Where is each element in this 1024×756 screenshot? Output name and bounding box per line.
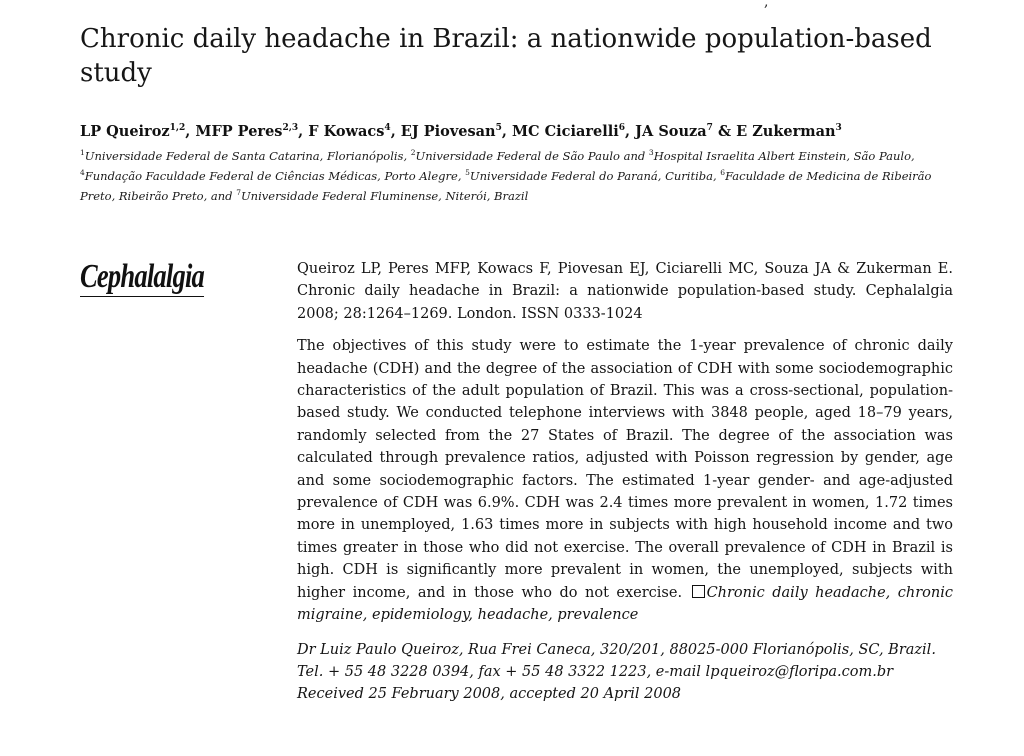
article-title: Chronic daily headache in Brazil: a nationwide population-based study [80,24,932,88]
author-separator: , [390,123,401,140]
author-name: LP Queiroz [80,123,170,140]
author-separator: , [298,123,309,140]
correspondence-text: Dr Luiz Paulo Queiroz, Rua Frei Caneca, 320/201, 88025-000 Florianópolis, SC, Brazil. Tel. + 55 48 3228 0394, fax + 55 48 3322 1223, e-mail lpqueiroz@floripa.com.br Received 25 February 2008, accepted 20 April 2008 [297,641,936,703]
citation-text: Queiroz LP, Peres MFP, Kowacs F, Piovesan EJ, Ciciarelli MC, Souza JA & Zukerman E. Chronic daily headache in Brazil: a nationwide population-based study. Cephalalgia 2008; 28:1264–1269. London. ISSN 0333-1024 [297,261,953,322]
keyword-box-icon [692,585,705,598]
affiliation-marker: 6 [720,168,726,177]
author-name: E Zukerman [736,123,836,140]
author-affiliation-marker: 6 [618,123,626,133]
author-name: F Kowacs [308,123,385,140]
affiliation-text: Universidade Federal do Paraná, Curitiba, [469,169,721,183]
affiliation-marker: 3 [648,148,654,157]
journal-logo: Cephalalgia [80,258,205,295]
author-affiliation-marker: 5 [495,123,502,133]
author-affiliation-marker: 4 [384,123,391,133]
author-separator: , [185,123,196,140]
abstract-block [297,335,953,626]
abstract-text: The objectives of this study were to estimate the 1-year prevalence of chronic daily headache (CDH) and the degree of the association of CDH with some sociodemographic characteristics of the adult population of Brazil. This was a cross-sectional, population-based study. We conducted telephone interviews with 3848 people, aged 18–79 years, randomly selected from the 27 States of Brazil. The degree of the association was calculated through prevalence ratios, adjusted with Poisson regression by gender, age and some sociodemographic factors. The estimated 1-year gender- and age-adjusted prevalence of CDH was 6.9%. CDH was 2.4 times more prevalent in women, 1.72 times more in unemployed, 1.63 times more in subjects with high household income and two times greater in those who did not exercise. The overall prevalence of CDH in Brazil is high. CDH is significantly more prevalent in women, the unemployed, subjects with higher income, and in those who do not exercise. [297,338,953,601]
page-top-mark: , [764,0,769,10]
affiliation-list [80,146,964,206]
author-name: EJ Piovesan [400,123,496,140]
author-name: MC Ciciarelli [511,123,619,140]
affiliation-text: Hospital Israelita Albert Einstein, São Paulo, [653,149,915,163]
affiliation-marker: 1 [80,148,85,157]
affiliation-marker: 5 [465,168,470,177]
author-separator: , [625,123,636,140]
author-name: JA Souza [635,123,707,140]
affiliation-text: Universidade Federal de Santa Catarina, Florianópolis, [84,149,411,163]
author-affiliation-marker: 7 [706,123,713,133]
author-affiliation-marker: 3 [835,123,842,133]
author-affiliation-marker: 2,3 [282,123,299,133]
affiliation-text: Universidade Federal Fluminense, Niterói, Brazil [240,189,529,203]
author-affiliation-marker: 1,2 [169,123,186,133]
keywords-text: Chronic daily headache, chronic migraine, epidemiology, headache, prevalence [297,584,953,624]
affiliation-text: Universidade Federal de São Paulo and [415,149,649,163]
author-list [80,122,960,142]
affiliation-marker: 4 [80,168,85,177]
affiliation-text: Fundação Faculdade Federal de Ciências Médicas, Porto Alegre, [84,169,466,183]
affiliation-text: Faculdade de Medicina de Ribeirão Preto, Ribeirão Preto, and [80,169,932,203]
abstract-column [297,258,953,706]
author-name: MFP Peres [195,123,283,140]
affiliation-marker: 7 [236,188,241,197]
affiliation-marker: 2 [410,148,416,157]
author-separator: , [501,123,512,140]
author-separator: & [712,123,737,140]
